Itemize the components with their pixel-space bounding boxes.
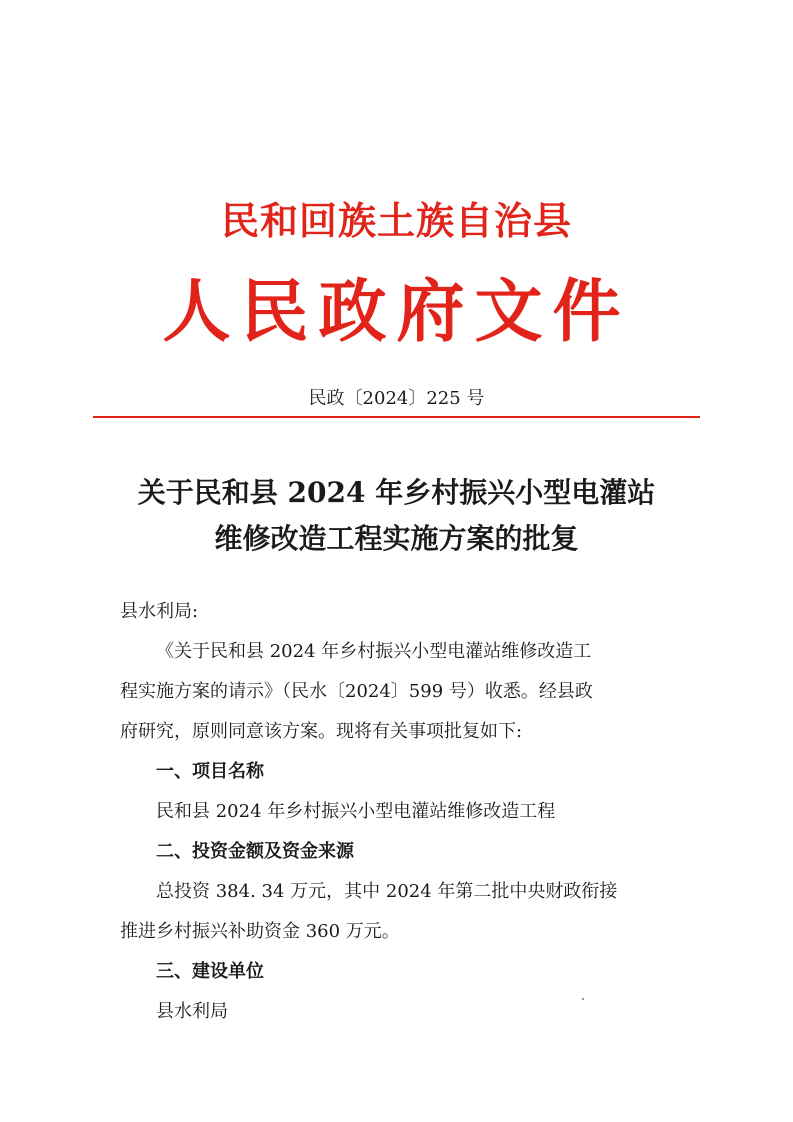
document-banner: 人民政府文件 <box>162 272 631 352</box>
issuer-name: 民和回族土族自治县 <box>220 198 572 243</box>
red-divider <box>93 416 700 418</box>
section-2-line-2: 推进乡村振兴补助资金 360 万元。 <box>120 921 400 942</box>
title-line-1: 关于民和县 2024 年乡村振兴小型电灌站 <box>137 476 656 509</box>
recipient: 县水利局: <box>120 601 199 622</box>
section-1-text: 民和县 2024 年乡村振兴小型电灌站维修改造工程 <box>156 801 556 822</box>
intro-line-2: 程实施方案的请示》（民水〔2024〕599 号）收悉。经县政 <box>120 681 593 702</box>
section-1-heading: 一、项目名称 <box>156 761 264 782</box>
intro-line-1: 《关于民和县 2024 年乡村振兴小型电灌站维修改造工 <box>156 641 592 662</box>
document-body <box>120 592 685 1032</box>
section-2-line-1: 总投资 384. 34 万元，其中 2024 年第二批中央财政衔接 <box>156 881 618 902</box>
intro-line-3: 府研究，原则同意该方案。现将有关事项批复如下: <box>120 721 523 742</box>
section-2-heading: 二、投资金额及资金来源 <box>156 841 354 862</box>
document-title <box>0 470 793 562</box>
section-3-text: 县水利局 <box>156 1001 228 1022</box>
section-3-heading: 三、建设单位 <box>156 961 264 982</box>
scan-speck <box>582 998 584 1000</box>
document-number: 民政〔2024〕225 号 <box>308 388 485 409</box>
title-line-2: 维修改造工程实施方案的批复 <box>214 522 579 555</box>
